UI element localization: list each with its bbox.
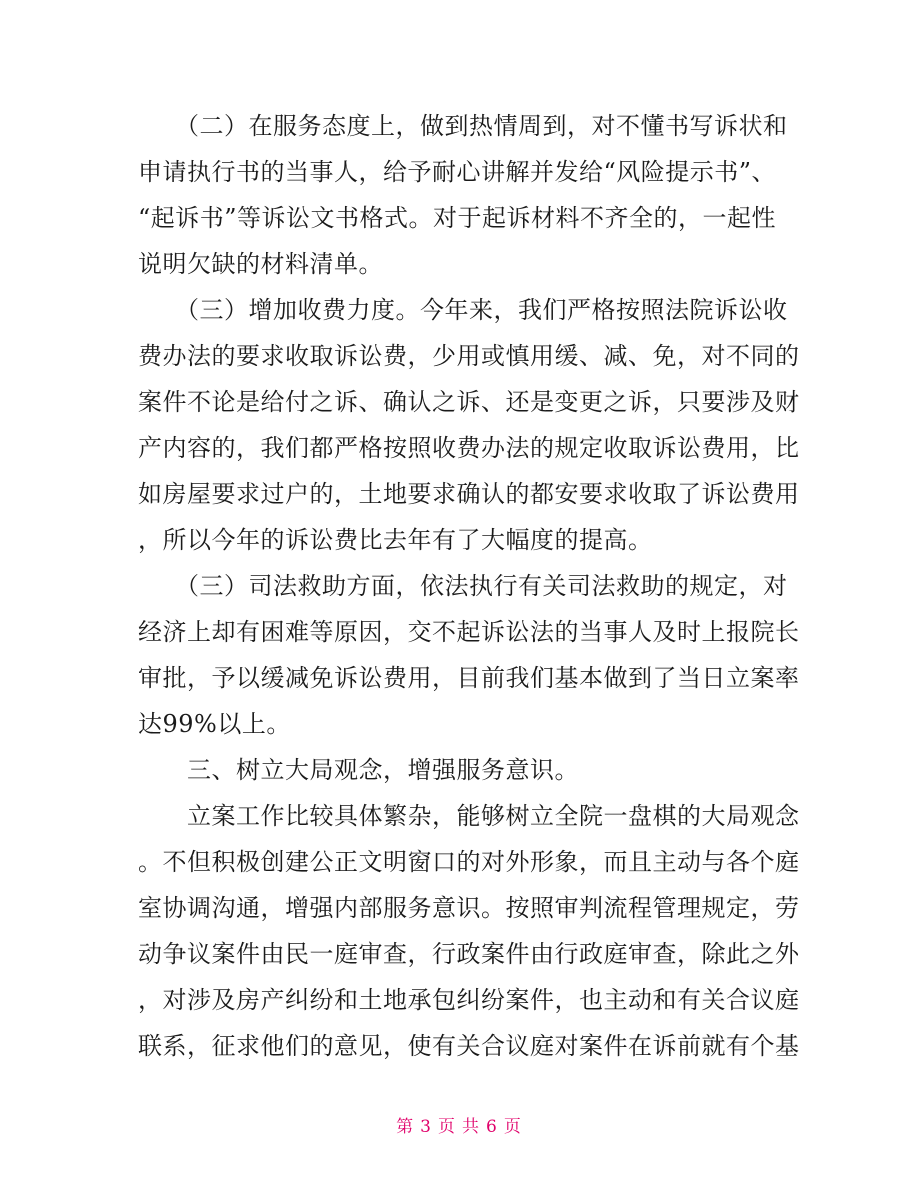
text-line: 经济上却有困难等原因，交不起诉讼法的当事人及时上报院长 <box>138 618 800 646</box>
text-line: 案件不论是给付之诉、确认之诉、还是变更之诉，只要涉及财 <box>138 388 800 416</box>
text-line: 。不但积极创建公正文明窗口的对外形象，而且主动与各个庭 <box>138 848 800 876</box>
text-line: ，所以今年的诉讼费比去年有了大幅度的提高。 <box>138 526 653 554</box>
document-body <box>138 103 798 1069</box>
page-footer <box>0 1112 920 1137</box>
total-pages-number: 6 <box>486 1117 500 1137</box>
text-line: 室协调沟通，增强内部服务意识。按照审判流程管理规定，劳 <box>138 894 800 922</box>
text-line: （三）增加收费力度。今年来，我们严格按照法院诉讼收 <box>138 296 788 324</box>
text-line: 审批，予以缓减免诉讼费用，目前我们基本做到了当日立案率 <box>138 664 800 692</box>
text-line: 三、树立大局观念，增强服务意识。 <box>138 756 579 784</box>
text-line: 如房屋要求过户的，土地要求确认的都安要求收取了诉讼费用 <box>138 480 800 508</box>
text-line: （三）司法救助方面，依法执行有关司法救助的规定，对 <box>138 572 788 600</box>
text-line: （二）在服务态度上，做到热情周到，对不懂书写诉状和 <box>138 112 788 140</box>
footer-suffix: 页 <box>503 1117 524 1137</box>
current-page-number: 3 <box>420 1117 434 1137</box>
text-line: 联系，征求他们的意见，使有关合议庭对案件在诉前就有个基 <box>138 1032 800 1060</box>
text-line: 费办法的要求收取诉讼费，少用或慎用缓、减、免，对不同的 <box>138 342 800 370</box>
text-line: 动争议案件由民一庭审查，行政案件由行政庭审查，除此之外 <box>138 940 800 968</box>
text-line: 产内容的，我们都严格按照收费办法的规定收取诉讼费用，比 <box>138 434 800 462</box>
text-line: 申请执行书的当事人，给予耐心讲解并发给“风险提示书”、 <box>138 158 777 186</box>
text-line: 说明欠缺的材料清单。 <box>138 250 383 278</box>
text-line: “起诉书”等诉讼文书格式。对于起诉材料不齐全的，一起性 <box>138 204 777 232</box>
footer-total-prefix: 共 <box>462 1117 482 1137</box>
text-line: ，对涉及房产纠纷和土地承包纠纷案件，也主动和有关合议庭 <box>138 986 800 1014</box>
footer-page-label: 页 <box>438 1117 458 1137</box>
footer-prefix: 第 <box>396 1117 417 1137</box>
text-line: 立案工作比较具体繁杂，能够树立全院一盘棋的大局观念 <box>138 802 800 830</box>
text-line: 达99%以上。 <box>138 710 291 738</box>
